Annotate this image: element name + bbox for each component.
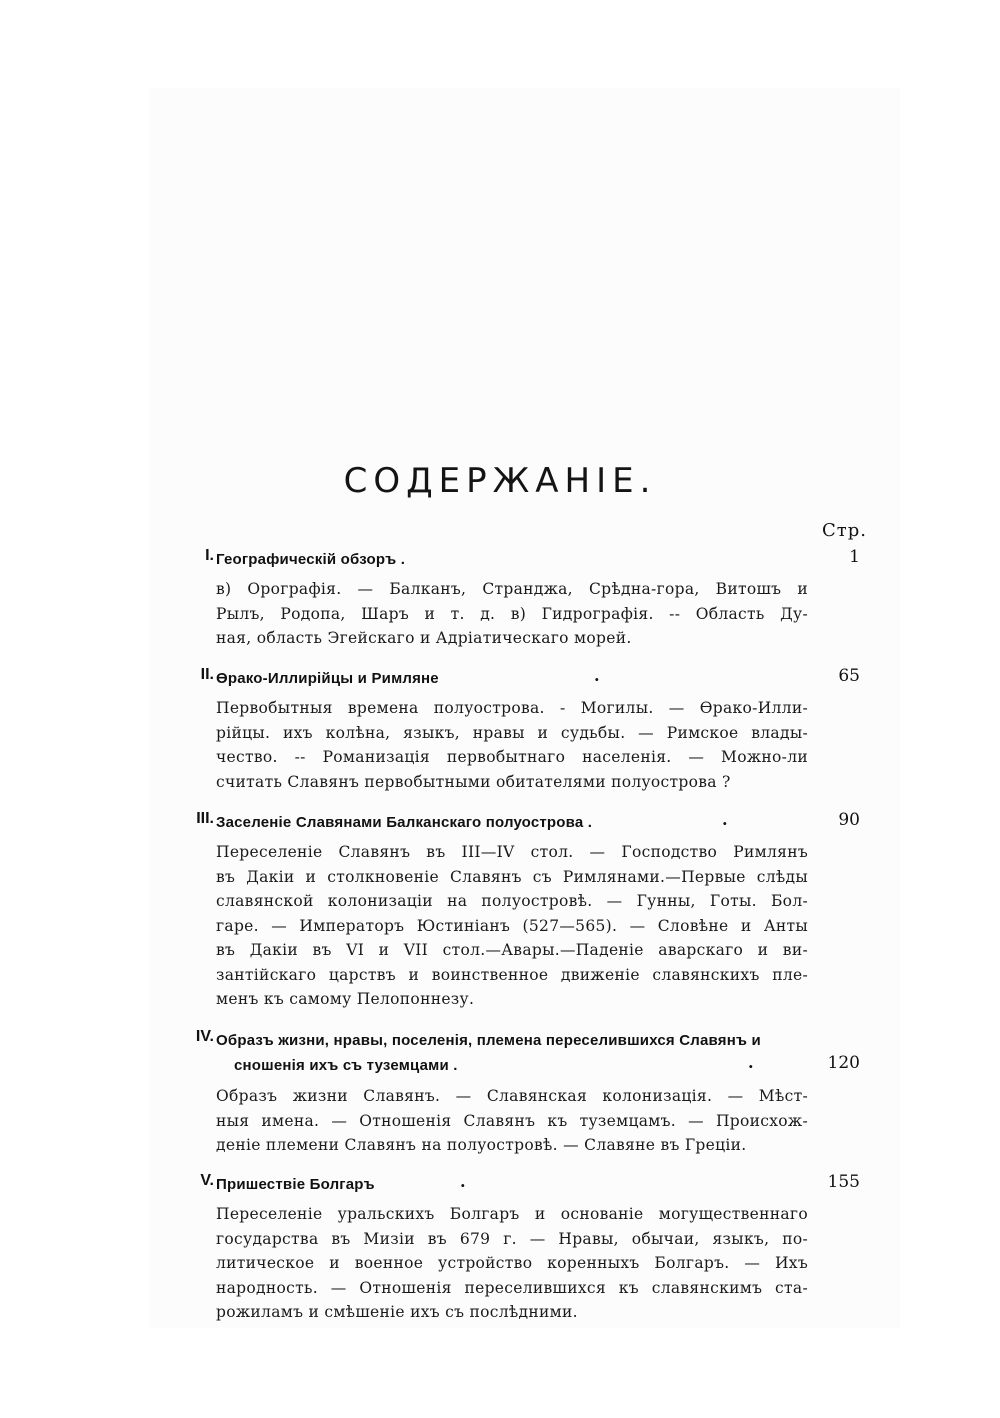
entry-heading-line: Образъ жизни, нравы, поселенія, племена переселившихся Славянъ и: [216, 1032, 761, 1049]
leader-dot: .: [594, 666, 600, 685]
toc-entry-4: [170, 1028, 860, 1158]
page-column-header: Стр.: [822, 520, 867, 541]
toc-entry-3: [170, 810, 860, 1012]
leader-dot: .: [748, 1053, 754, 1072]
summary-line: в) Орографія. — Балканъ, Странджа, Срѣдна-гора, Витошъ и: [216, 580, 808, 598]
summary-line: менъ къ самому Пелопоннезу.: [216, 990, 475, 1008]
entry-page-number: 1: [849, 547, 860, 567]
entry-summary: [216, 696, 808, 794]
summary-line: славянской колонизаціи на полуостровѣ. — Гунны, Готы. Бол-: [216, 892, 808, 910]
summary-line: Переселеніе уральскихъ Болгаръ и основаніе могущественнаго: [216, 1205, 808, 1223]
summary-line: ныя имена. — Отношенія Славянъ къ туземцамъ. — Происхож-: [216, 1111, 808, 1130]
summary-line: государства въ Мизіи въ 679 г. — Нравы, обычаи, языкъ, по-: [216, 1229, 808, 1248]
entry-heading: [216, 547, 816, 572]
summary-line: рожиламъ и смѣшеніе ихъ съ послѣдними.: [216, 1303, 578, 1321]
entry-head: [170, 666, 860, 690]
entry-numeral: V.: [200, 1172, 214, 1189]
summary-line: народность. — Отношенія переселившихся къ славянскимъ ста-: [216, 1278, 808, 1297]
entry-numeral: II.: [200, 666, 214, 683]
toc-entry-2: [170, 666, 860, 794]
entry-heading: [216, 1172, 816, 1197]
toc-entry-1: [170, 547, 860, 651]
entry-page-number: 155: [827, 1172, 860, 1192]
entry-heading: [216, 1028, 816, 1078]
entry-numeral: III.: [196, 810, 214, 827]
summary-line: Образъ жизни Славянъ. — Славянская колонизація. — Мѣст-: [216, 1087, 808, 1105]
summary-line: зантійскаго царствъ и воинственное движеніе славянскихъ пле-: [216, 965, 808, 984]
entry-heading-line: Заселеніе Славянами Балканскаго полуострова .: [216, 814, 593, 831]
entry-numeral: I.: [205, 547, 214, 564]
entry-heading-line: сношенія ихъ съ туземцами .: [234, 1057, 458, 1074]
summary-line: въ Дакіи и столкновеніе Славянъ съ Римлянами.—Первые слѣды: [216, 867, 808, 886]
entry-page-number: 120: [827, 1053, 860, 1073]
entry-summary: [216, 1202, 808, 1325]
summary-line: рійцы. ихъ колѣна, языкъ, нравы и судьбы. — Римское влады-: [216, 723, 808, 742]
summary-line: ная, область Эгейскаго и Адріатическаго морей.: [216, 629, 632, 647]
entry-numeral: IV.: [195, 1028, 214, 1045]
entry-summary: [216, 577, 808, 651]
entry-page-number: 90: [838, 810, 860, 830]
entry-heading-line: Географическій обзоръ .: [216, 551, 406, 568]
entry-head: [170, 810, 860, 834]
entry-page-number: 65: [838, 666, 860, 686]
entry-summary: [216, 840, 808, 1012]
summary-line: литическое и военное устройство коренныхъ Болгаръ. — Ихъ: [216, 1254, 808, 1272]
entry-head: [170, 1028, 860, 1078]
entry-heading: [216, 666, 816, 691]
leader-dot: .: [722, 810, 728, 829]
summary-line: Переселеніе Славянъ въ III—IV стол. — Господство Римлянъ: [216, 843, 808, 861]
summary-line: деніе племени Славянъ на полуостровѣ. — Славяне въ Греціи.: [216, 1136, 747, 1154]
summary-line: чество. -- Романизація первобытнаго населенія. — Можно-ли: [216, 748, 808, 766]
page-title: СОДЕРЖАНІЕ.: [343, 460, 657, 501]
summary-line: считать Славянъ первобытными обитателями полуострова ?: [216, 772, 731, 791]
entry-heading-line: Өрако-Иллирійцы и Римляне: [216, 670, 439, 687]
summary-line: Первобытныя времена полуострова. - Могилы. — Өрако-Илли-: [216, 699, 808, 717]
leader-dot: .: [460, 1172, 466, 1191]
entry-head: [170, 1172, 860, 1196]
summary-line: гаре. — Императоръ Юстиніанъ (527—565). — Словѣне и Анты: [216, 916, 808, 935]
summary-line: въ Дакіи въ VI и VII стол.—Авары.—Паденіе аварскаго и ви-: [216, 941, 808, 959]
entry-head: [170, 547, 860, 571]
summary-line: Рылъ, Родопа, Шаръ и т. д. в) Гидрографія. -- Область Ду-: [216, 604, 808, 623]
toc-entry-5: [170, 1172, 860, 1325]
entry-heading-line: Пришествіе Болгаръ: [216, 1176, 375, 1193]
entry-summary: [216, 1084, 808, 1158]
